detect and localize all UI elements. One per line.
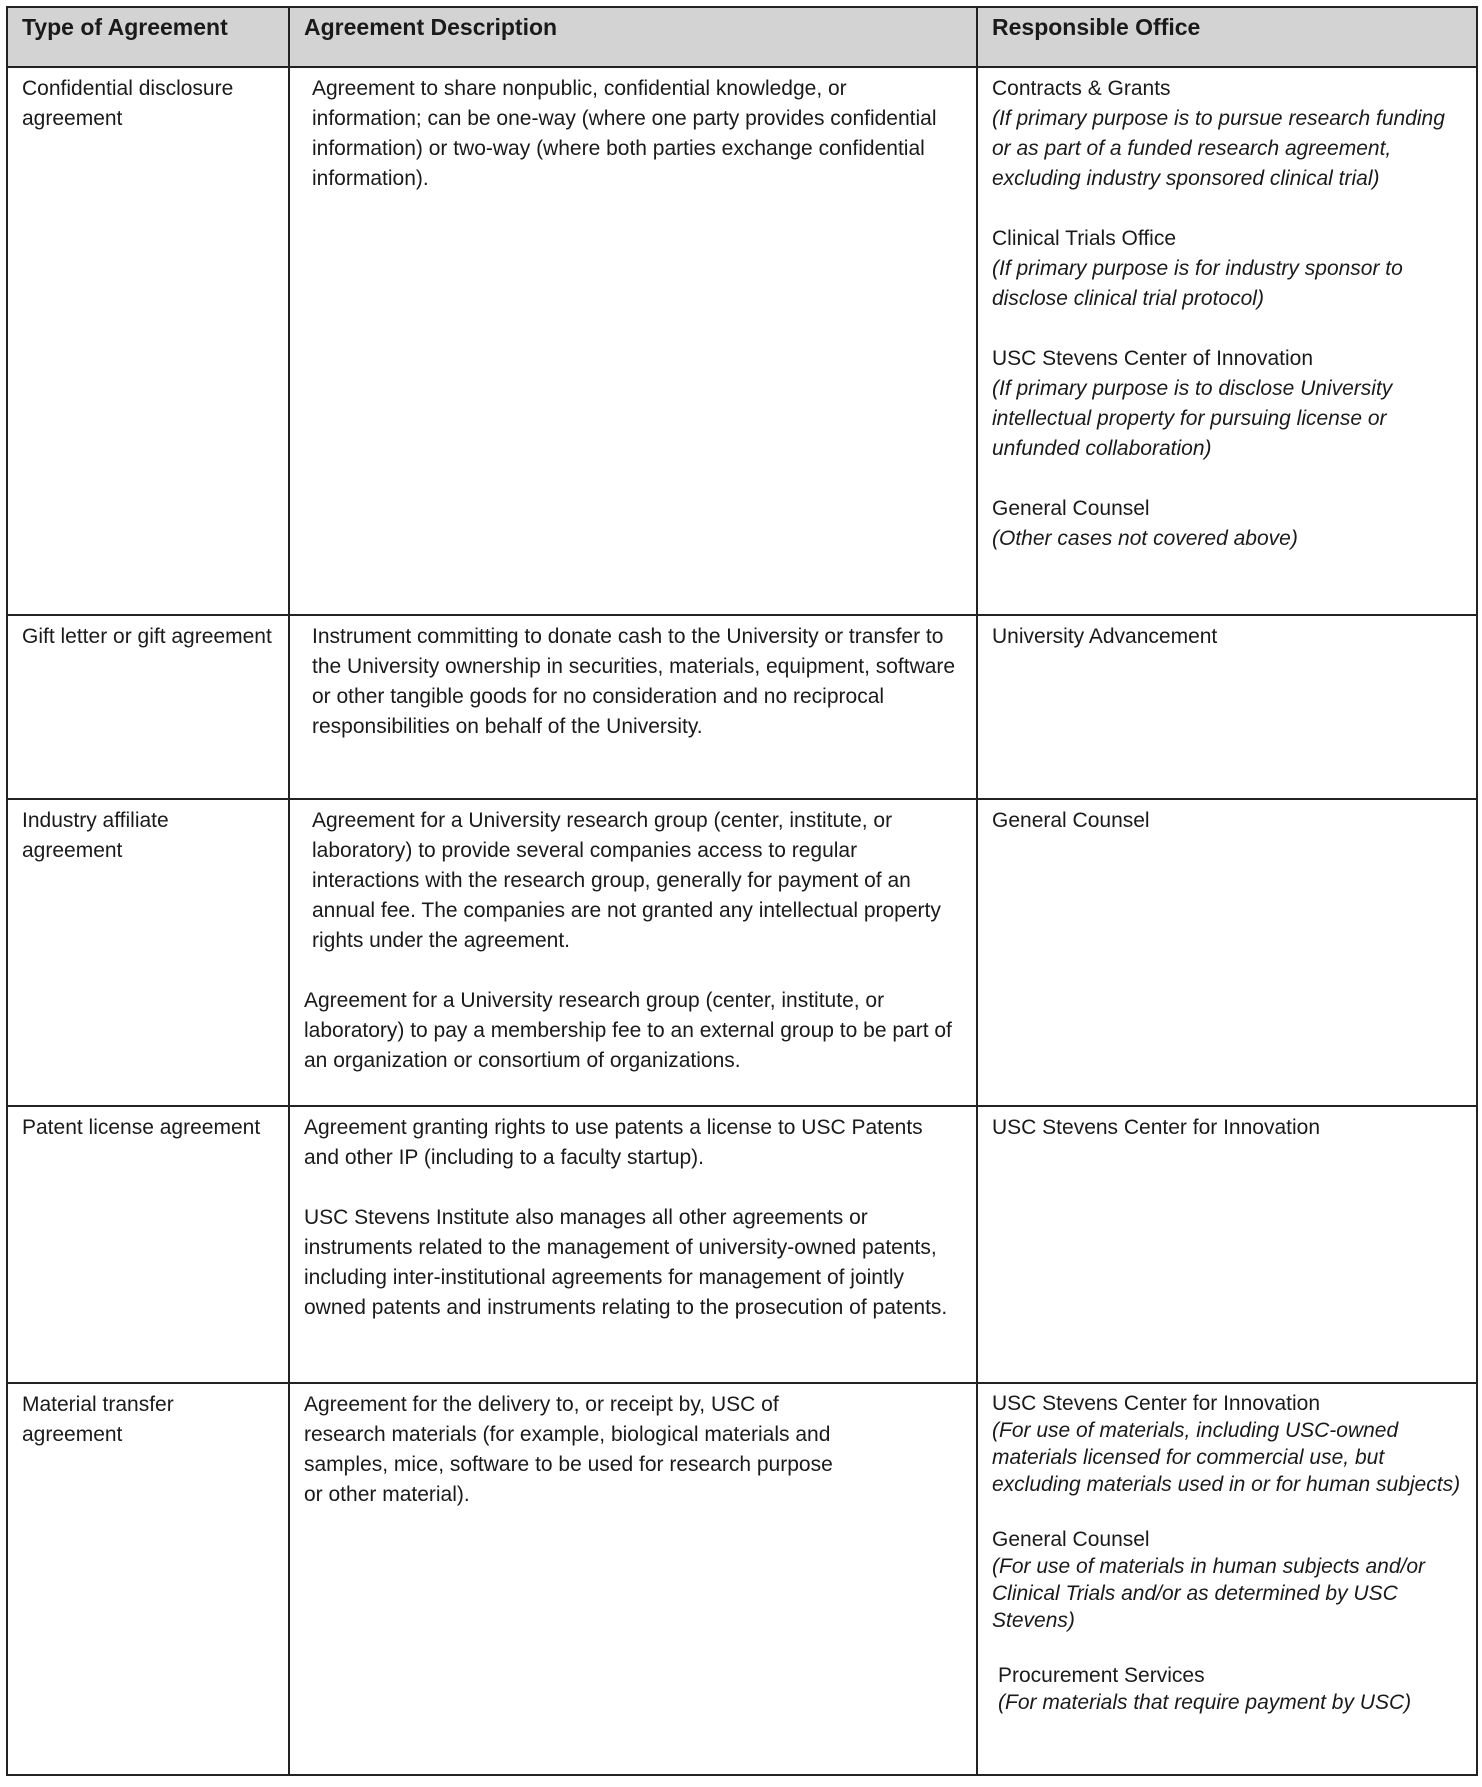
- office-name: USC Stevens Center of Innovation: [992, 347, 1314, 370]
- office-condition: (For materials that require payment by USC): [998, 1691, 1412, 1714]
- agreement-description-cell: [289, 1106, 977, 1383]
- office-entry: [992, 74, 1466, 194]
- responsible-office-cell: [977, 1106, 1477, 1383]
- table-row-patent-license: [7, 1106, 1477, 1383]
- description-paragraph: Agreement for a University research group (center, institute, or laboratory) to pay a membership fee to an external group to be part of an organization or consortium of organizations.: [304, 989, 952, 1072]
- description-paragraph: Agreement to share nonpublic, confidential knowledge, or information; can be one-way (where one party provides confidential information) or two-way (where both parties exchange confidential information).: [312, 77, 937, 190]
- header-agreement-description: Agreement Description: [289, 7, 977, 67]
- table-row-gift-letter: [7, 615, 1477, 799]
- description-paragraph: Agreement for a University research group (center, institute, or laboratory) to provide several companies access to regular interactions with the research group, generally for payment of an annual fee. The companies are not granted any intellectual property rights under the agreement.: [312, 809, 941, 952]
- description-paragraph: Agreement granting rights to use patents a license to USC Patents and other IP (including to a faculty startup).: [304, 1116, 923, 1169]
- table-row-confidential-disclosure: [7, 67, 1477, 615]
- agreements-table-container: [6, 6, 1476, 1776]
- office-name: Clinical Trials Office: [992, 227, 1176, 250]
- responsible-office-cell: [977, 615, 1477, 799]
- office-name: USC Stevens Center for Innovation: [992, 1116, 1321, 1139]
- office-condition: (If primary purpose is for industry sponsor to disclose clinical trial protocol): [992, 257, 1403, 310]
- office-name: USC Stevens Center for Innovation: [992, 1392, 1321, 1415]
- table-row-material-transfer: [7, 1383, 1477, 1775]
- office-condition: (Other cases not covered above): [992, 527, 1298, 550]
- office-entry: [992, 622, 1466, 652]
- office-name: General Counsel: [992, 1528, 1150, 1551]
- office-condition: (If primary purpose is to disclose University intellectual property for pursuing license or unfunded collaboration): [992, 377, 1393, 460]
- responsible-office-cell: [977, 799, 1477, 1106]
- agreement-description-cell: [289, 67, 977, 615]
- agreement-type-cell: Gift letter or gift agreement: [7, 615, 289, 799]
- office-name: General Counsel: [992, 809, 1150, 832]
- office-entry: [992, 1390, 1466, 1498]
- agreement-description-cell: [289, 799, 977, 1106]
- office-condition: (For use of materials, including USC-owned materials licensed for commercial use, but excluding materials used in or for human subjects): [992, 1419, 1461, 1496]
- office-name: General Counsel: [992, 497, 1150, 520]
- description-paragraph: Instrument committing to donate cash to the University or transfer to the University ownership in securities, materials, equipment, software or other tangible goods for no consideration and no reciprocal responsibilities on behalf of the University.: [312, 625, 956, 738]
- office-name: University Advancement: [992, 625, 1218, 648]
- office-entry: [992, 1662, 1466, 1716]
- office-condition: (For use of materials in human subjects and/or Clinical Trials and/or as determined by USC Stevens): [992, 1555, 1426, 1632]
- agreements-table: [6, 6, 1478, 1776]
- header-type-of-agreement: Type of Agreement: [7, 7, 289, 67]
- office-entry: [992, 1526, 1466, 1634]
- office-entry: [992, 494, 1466, 554]
- office-entry: [992, 1113, 1466, 1143]
- office-condition: (If primary purpose is to pursue research funding or as part of a funded research agreement, excluding industry sponsored clinical trial): [992, 107, 1445, 190]
- agreement-type-cell: Industry affiliate agreement: [7, 799, 289, 1106]
- responsible-office-cell: [977, 1383, 1477, 1775]
- table-row-industry-affiliate: [7, 799, 1477, 1106]
- office-entry: [992, 224, 1466, 314]
- header-responsible-office: Responsible Office: [977, 7, 1477, 67]
- office-name: Procurement Services: [998, 1664, 1205, 1687]
- office-entry: [992, 344, 1466, 464]
- office-entry: [992, 806, 1466, 836]
- agreement-description-cell: [289, 615, 977, 799]
- responsible-office-cell: [977, 67, 1477, 615]
- agreement-type-cell: Confidential disclosure agreement: [7, 67, 289, 615]
- description-paragraph: USC Stevens Institute also manages all other agreements or instruments related to the management of university-owned patents, including inter-institutional agreements for management of jointly owned patents and instruments relating to the prosecution of patents.: [304, 1206, 948, 1319]
- agreement-type-cell: Patent license agreement: [7, 1106, 289, 1383]
- office-name: Contracts & Grants: [992, 77, 1171, 100]
- agreement-description-cell: [289, 1383, 977, 1775]
- agreement-type-cell: Material transfer agreement: [7, 1383, 289, 1775]
- table-header-row: [7, 7, 1477, 67]
- description-paragraph: Agreement for the delivery to, or receipt by, USC of research materials (for example, biological materials and samples, mice, software to be used for research purpose or other material).: [304, 1393, 833, 1506]
